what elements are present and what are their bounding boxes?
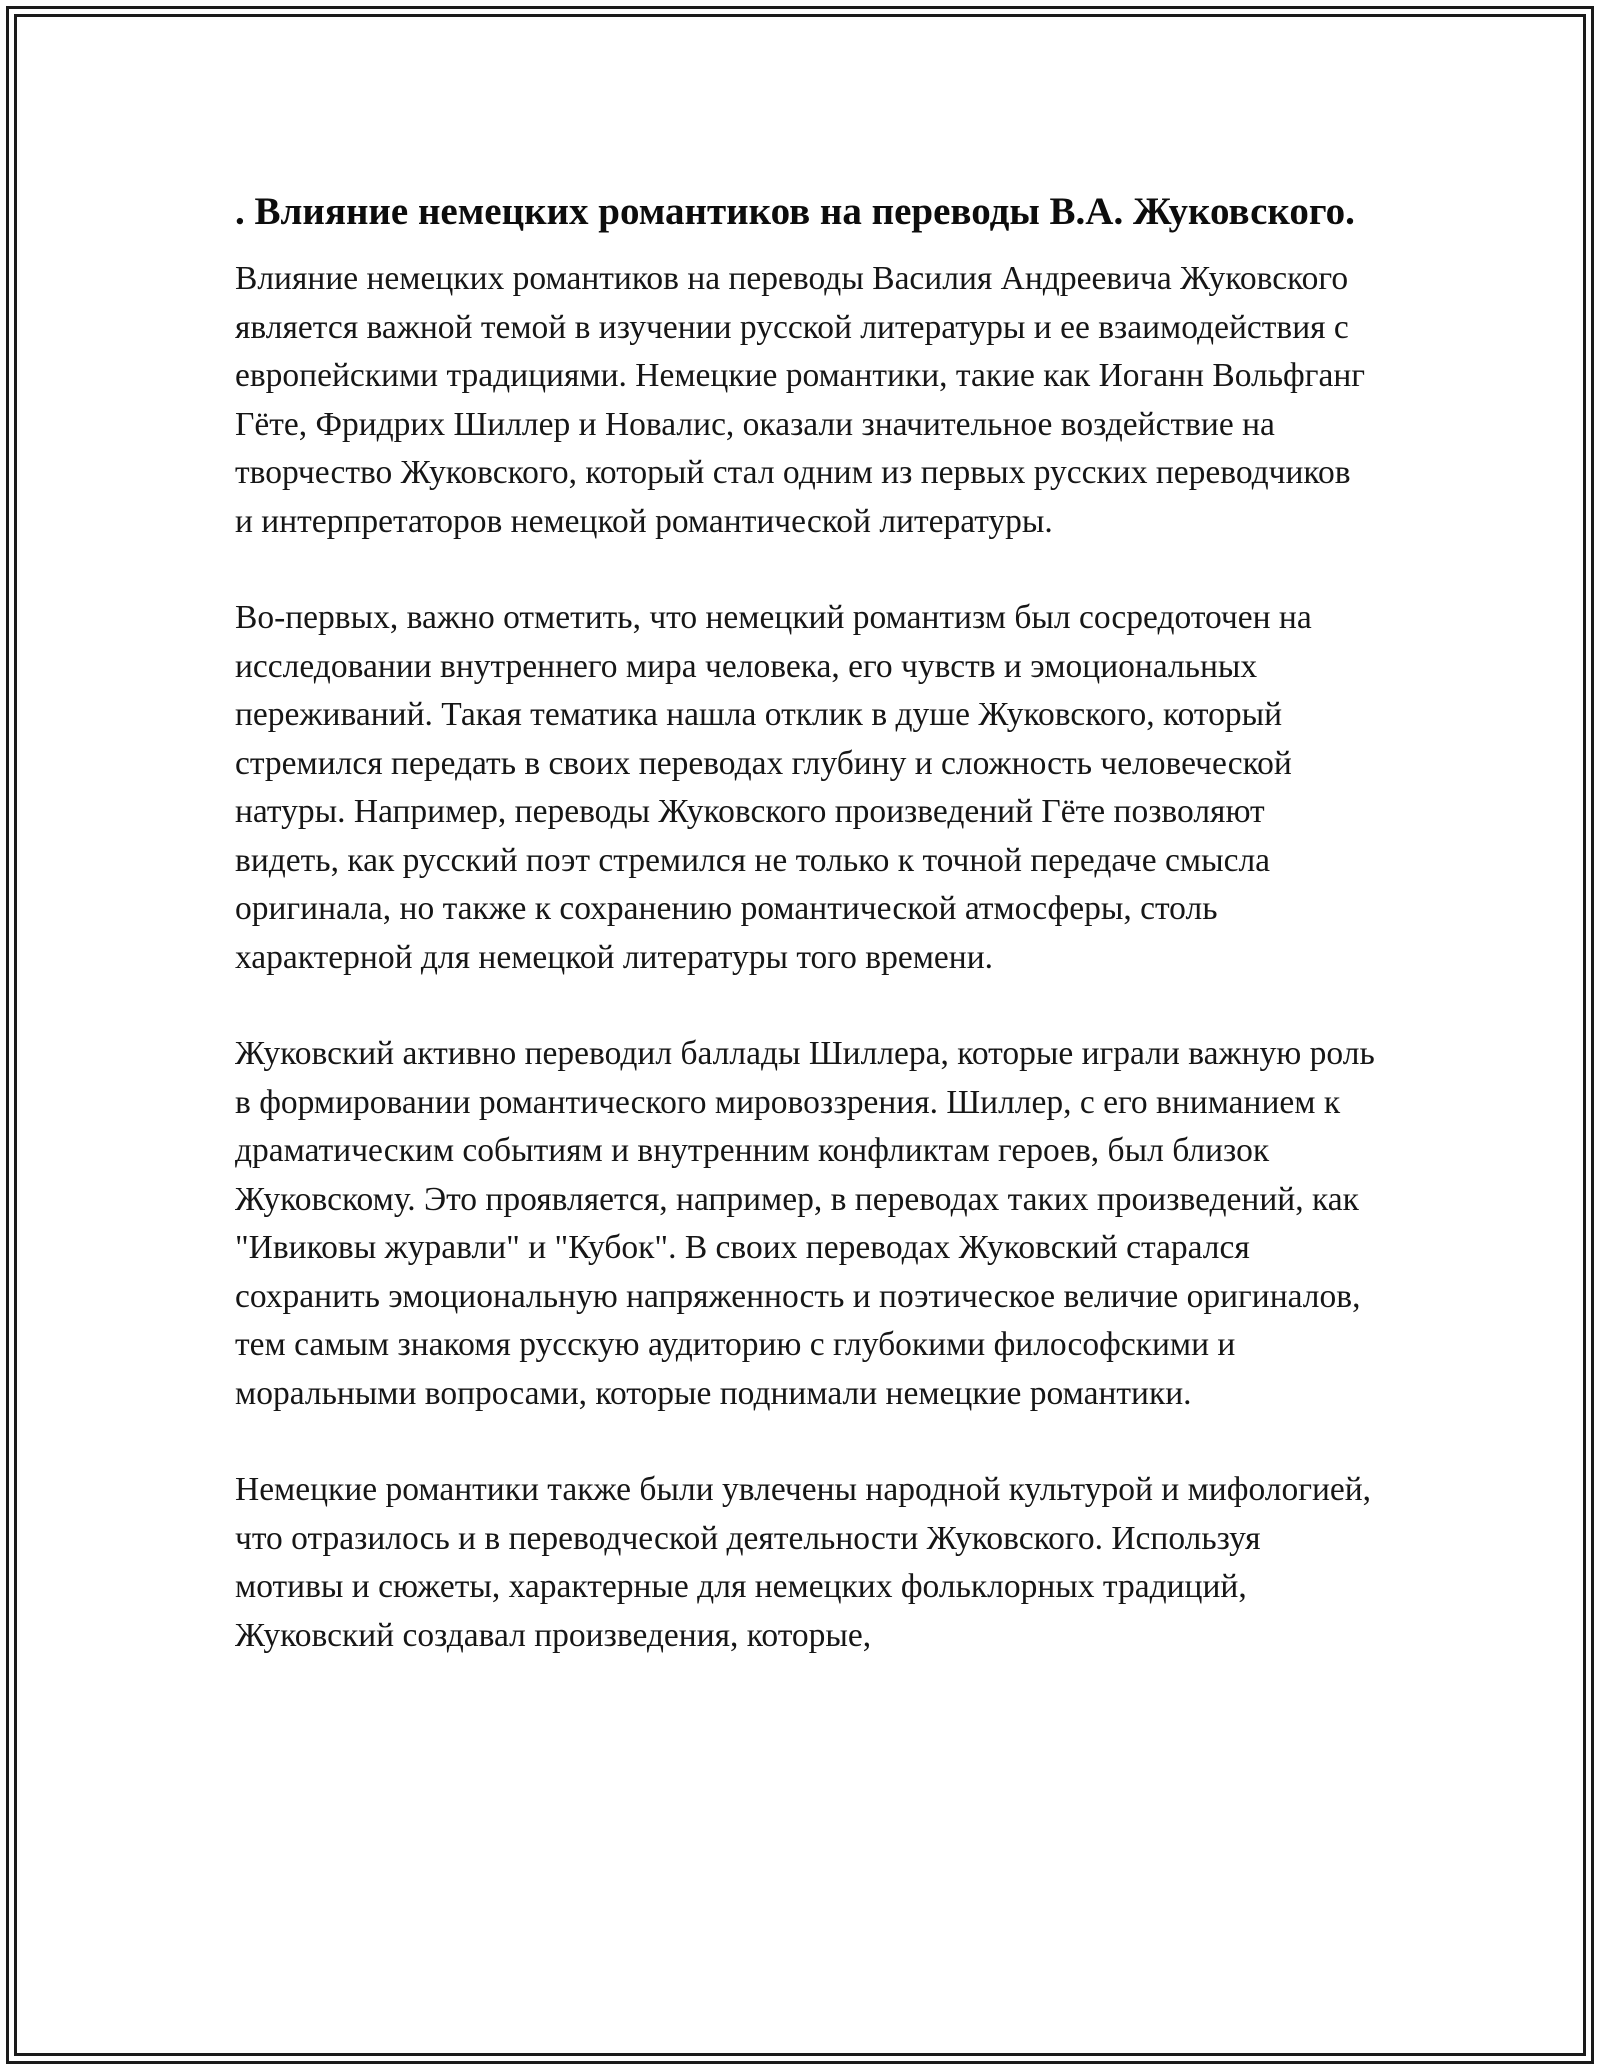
- paragraph-4: Немецкие романтики также были увлечены народной культурой и мифологией, что отразилось и в переводческой деятельности Жуковского. Используя мотивы и сюжеты, характерные для немецких фольклорных традиций, Жуковский создавал произведения, которые,: [235, 1471, 1372, 1654]
- document-body: [235, 185, 1375, 1708]
- paragraph-3: Жуковский активно переводил баллады Шиллера, которые играли важную роль в формировании романтического мировоззрения. Шиллер, с его вниманием к драматическим событиям и внутренним конфликтам героев, был близок Жуковскому. Это проявляется, например, в переводах таких произведений, как "Ивиковы журавли" и "Кубок". В своих переводах Жуковский старался сохранить эмоциональную напряженность и поэтическое величие оригиналов, тем самым знакомя русскую аудиторию с глубокими философскими и моральными вопросами, которые поднимали немецкие романтики.: [235, 1035, 1375, 1412]
- paragraph-1: Влияние немецких романтиков на переводы Василия Андреевича Жуковского является важной темой в изучении русской литературы и ее взаимодействия с европейскими традициями. Немецкие романтики, такие как Иоганн Вольфганг Гёте, Фридрих Шиллер и Новалис, оказали значительное воздействие на творчество Жуковского, который стал одним из первых русских переводчиков и интерпретаторов немецкой романтической литературы.: [235, 260, 1365, 540]
- paragraph-2: Во-первых, важно отметить, что немецкий романтизм был сосредоточен на исследовании внутреннего мира человека, его чувств и эмоциональных переживаний. Такая тематика нашла отклик в душе Жуковского, который стремился передать в своих переводах глубину и сложность человеческой натуры. Например, переводы Жуковского произведений Гёте позволяют видеть, как русский поэт стремился не только к точной передаче смысла оригинала, но также к сохранению романтической атмосферы, столь характерной для немецкой литературы того времени.: [235, 599, 1312, 976]
- document-title: . Влияние немецких романтиков на переводы В.А. Жуковского.: [235, 190, 1355, 233]
